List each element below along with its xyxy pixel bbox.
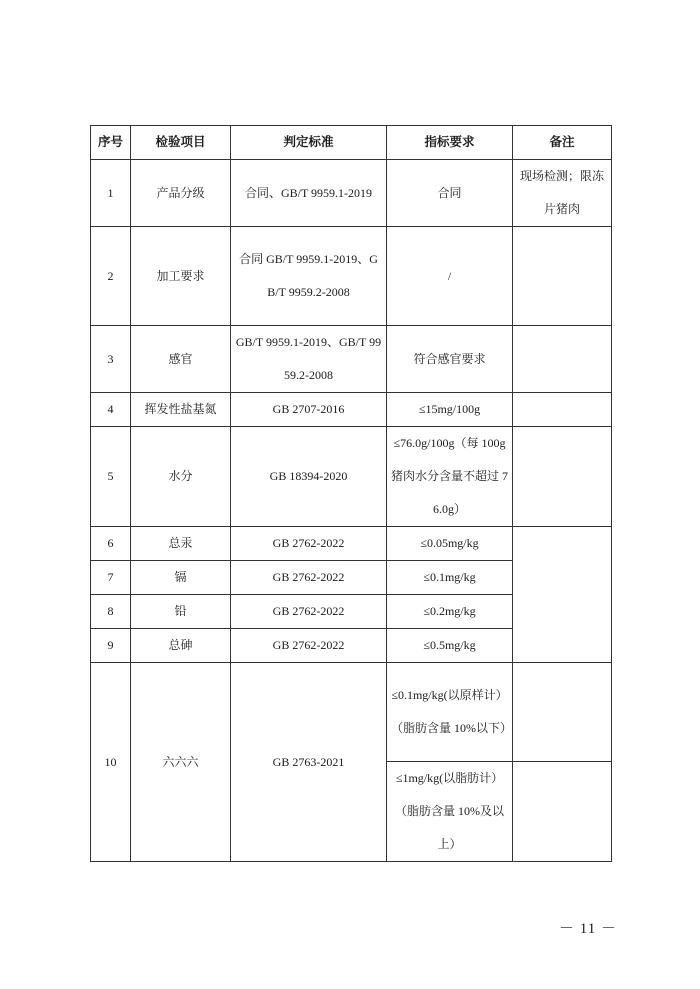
row-standard: 合同、GB/T 9959.1-2019 [231,160,387,227]
row-no: 4 [91,393,131,427]
row-standard: GB 2707-2016 [231,393,387,427]
row-note [513,427,612,527]
row-no: 7 [91,561,131,595]
row-no: 5 [91,427,131,527]
row-standard: GB 2763-2021 [231,663,387,862]
row-no: 1 [91,160,131,227]
row-requirement: 合同 [387,160,513,227]
row-requirement: ≤0.1mg/kg [387,561,513,595]
table-row [91,326,612,393]
row-requirement: ≤76.0g/100g（每 100g 猪肉水分含量不超过 76.0g） [387,427,513,527]
row-no: 10 [91,663,131,862]
row-no: 9 [91,629,131,663]
header-item: 检验项目 [131,126,231,160]
row-requirement: 符合感官要求 [387,326,513,393]
row-note [513,663,612,762]
row-standard: GB 18394-2020 [231,427,387,527]
row-item: 加工要求 [131,227,231,326]
row-item: 感官 [131,326,231,393]
row-note [513,393,612,427]
row-note [513,227,612,326]
row-requirement: ≤0.1mg/kg(以原样计）（脂肪含量 10%以下） [387,663,513,762]
row-item: 铅 [131,595,231,629]
row-item: 总汞 [131,527,231,561]
table-row [91,663,612,762]
table-row [91,527,612,561]
table-row [91,160,612,227]
row-no: 2 [91,227,131,326]
row-note [513,326,612,393]
row-item: 水分 [131,427,231,527]
row-note [513,762,612,862]
row-requirement: ≤0.2mg/kg [387,595,513,629]
row-standard: GB 2762-2022 [231,595,387,629]
row-item: 产品分级 [131,160,231,227]
row-standard: GB 2762-2022 [231,527,387,561]
page-number: － 11 － [559,921,617,937]
table-row [91,227,612,326]
row-requirement: ≤1mg/kg(以脂肪计）（脂肪含量 10%及以上） [387,762,513,862]
row-requirement: / [387,227,513,326]
row-requirement: ≤15mg/100g [387,393,513,427]
row-item: 镉 [131,561,231,595]
table-row [91,427,612,527]
row-item: 六六六 [131,663,231,862]
row-no: 8 [91,595,131,629]
row-item: 总砷 [131,629,231,663]
row-note [513,527,612,663]
table-header-row [91,126,612,160]
row-standard: 合同 GB/T 9959.1-2019、GB/T 9959.2-2008 [231,227,387,326]
header-note: 备注 [513,126,612,160]
header-standard: 判定标准 [231,126,387,160]
inspection-table [90,125,612,862]
row-note: 现场检测；限冻片猪肉 [513,160,612,227]
row-no: 6 [91,527,131,561]
row-requirement: ≤0.5mg/kg [387,629,513,663]
header-no: 序号 [91,126,131,160]
row-requirement: ≤0.05mg/kg [387,527,513,561]
header-requirement: 指标要求 [387,126,513,160]
row-no: 3 [91,326,131,393]
row-standard: GB 2762-2022 [231,629,387,663]
row-standard: GB/T 9959.1-2019、GB/T 9959.2-2008 [231,326,387,393]
row-item: 挥发性盐基氮 [131,393,231,427]
table-row [91,393,612,427]
row-standard: GB 2762-2022 [231,561,387,595]
